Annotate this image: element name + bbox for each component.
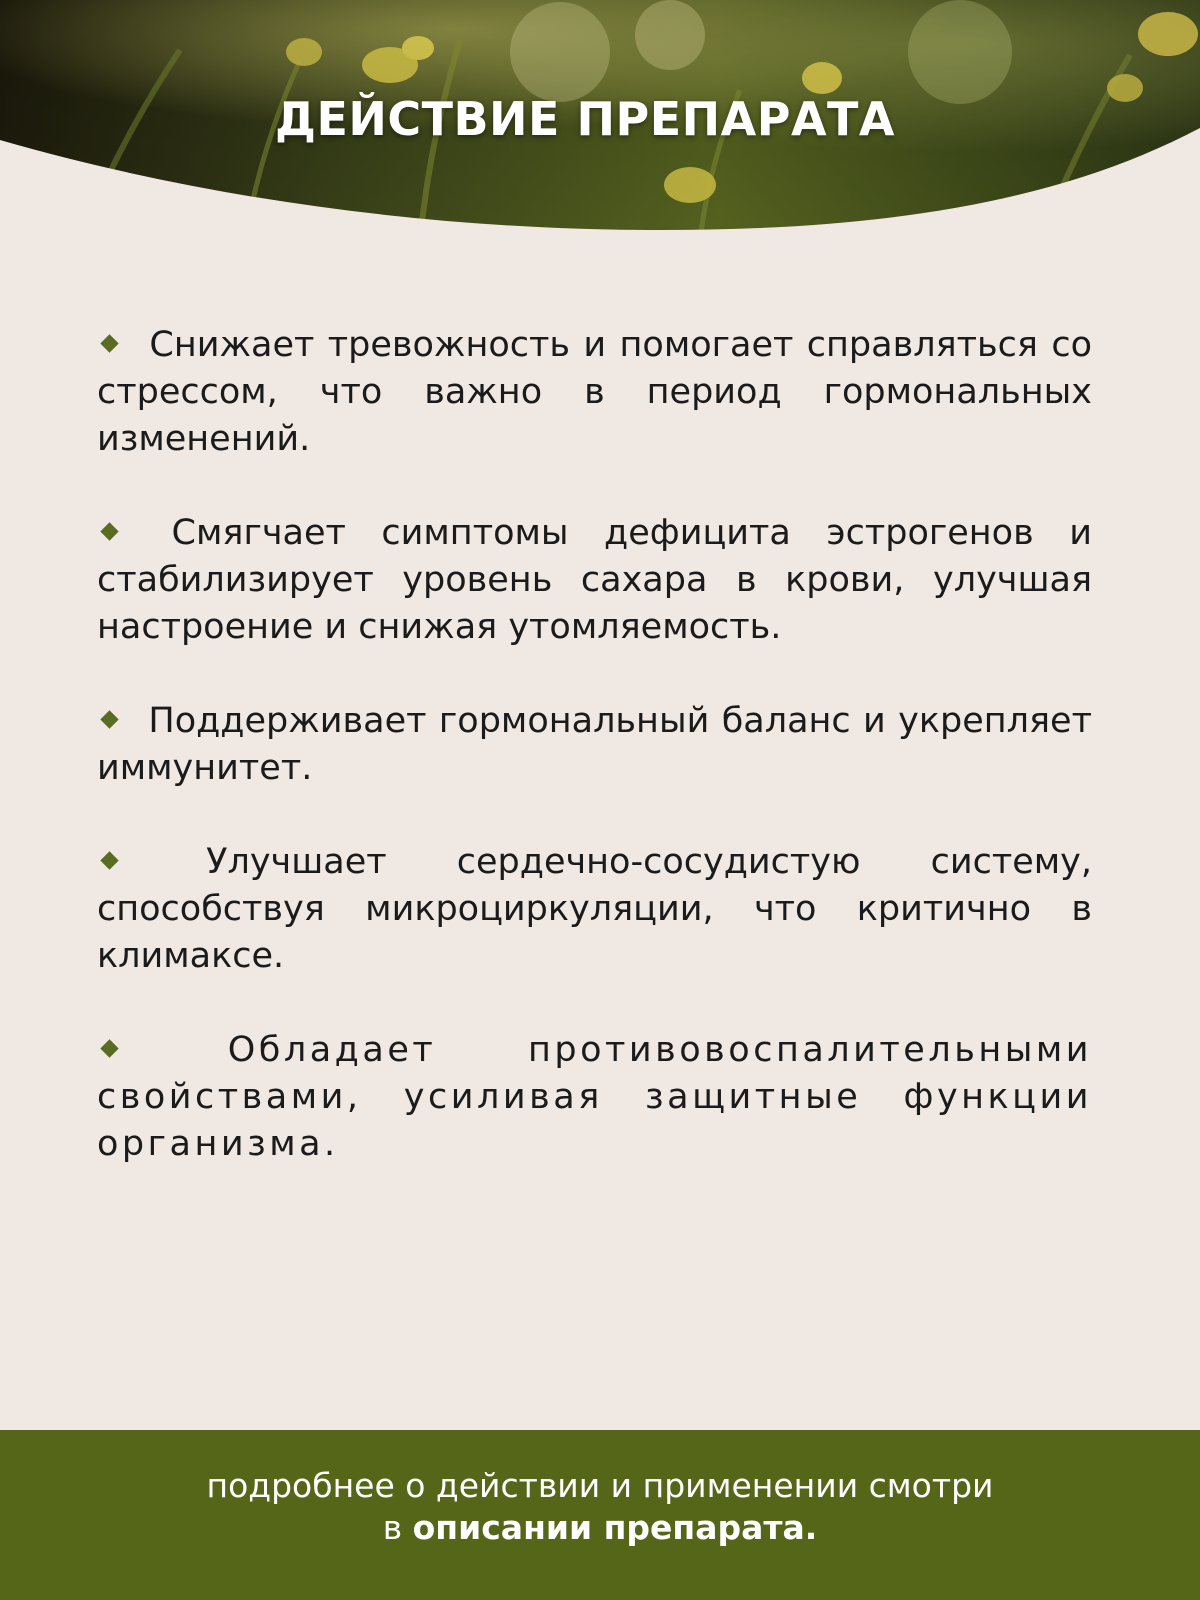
- diamond-bullet-icon: [100, 710, 118, 728]
- product-description-link: описании препарата.: [412, 1508, 818, 1547]
- benefit-item-estrogen: [97, 510, 1092, 651]
- diamond-bullet-icon: [100, 1039, 118, 1057]
- benefit-text: Улучшает сердечно-сосудистую систему, способствуя микроциркуляции, что критично в климаксе.: [97, 842, 1092, 976]
- benefit-item-cardiovascular: [97, 839, 1092, 980]
- footer-line-1: подробнее о действии и применении смотри: [206, 1466, 994, 1505]
- diamond-bullet-icon: [100, 851, 118, 869]
- benefit-item-stress: [97, 322, 1092, 463]
- benefit-text: Обладает противовоспалительными свойствами, усиливая защитные функции организма.: [97, 1030, 1092, 1164]
- footer-line-2: [0, 1507, 1200, 1549]
- benefit-item-hormonal-balance: [97, 698, 1092, 792]
- footer-prefix: в: [382, 1508, 403, 1547]
- hero-banner: [0, 0, 1200, 240]
- footer-banner: [0, 1430, 1200, 1600]
- benefit-text: Снижает тревожность и помогает справляться со стрессом, что важно в период гормональных изменений.: [97, 325, 1092, 459]
- footer-note: [0, 1465, 1200, 1549]
- benefit-item-anti-inflammatory: [97, 1027, 1092, 1168]
- benefit-text: Смягчает симптомы дефицита эстрогенов и стабилизирует уровень сахара в крови, улучшая настроение и снижая утомляемость.: [97, 513, 1092, 647]
- page-title: ДЕЙСТВИЕ ПРЕПАРАТА: [274, 92, 896, 146]
- diamond-bullet-icon: [100, 522, 118, 540]
- benefit-text: Поддерживает гормональный баланс и укрепляет иммунитет.: [97, 701, 1092, 788]
- benefits-list: [97, 322, 1092, 1215]
- diamond-bullet-icon: [100, 334, 118, 352]
